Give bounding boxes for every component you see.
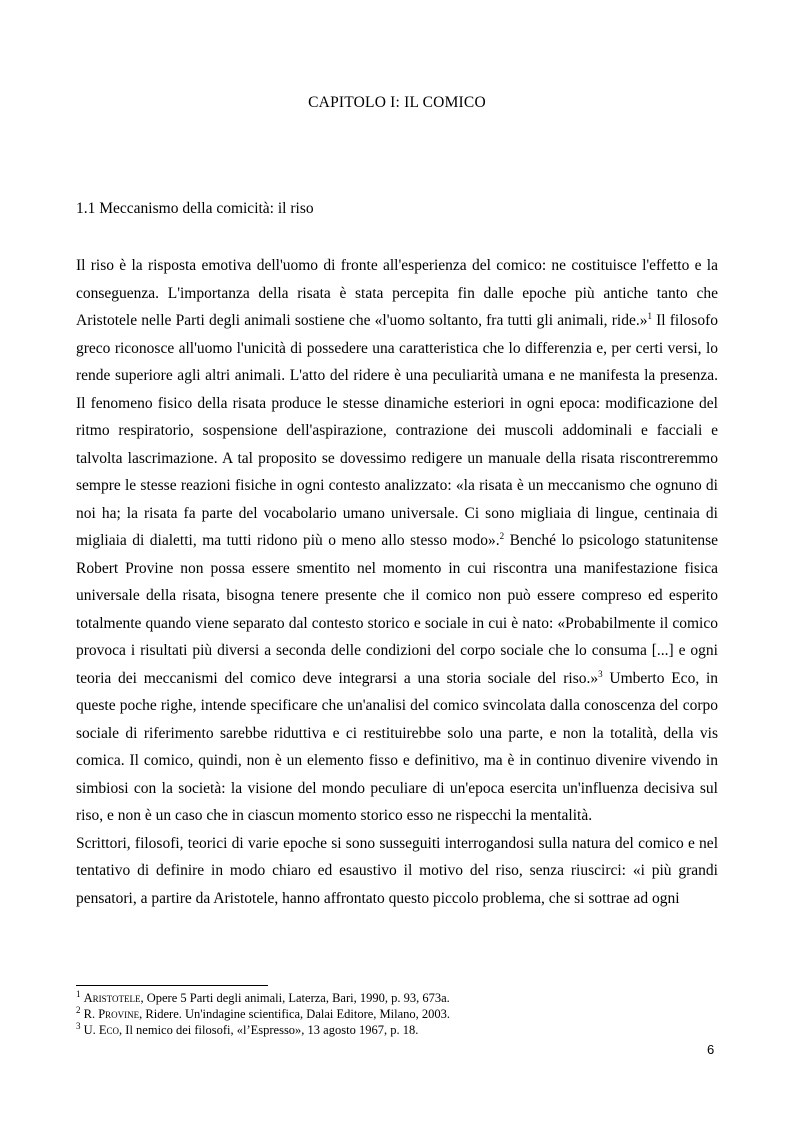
footnote-text: , Ridere. Un'indagine scientifica, Dalai Editore, Milano, 2003. (139, 1007, 451, 1021)
chapter-title: CAPITOLO I: IL COMICO (308, 94, 486, 111)
page-number: 6 (707, 1042, 715, 1057)
footnote-author: Provine (98, 1007, 140, 1021)
paragraph (76, 252, 718, 830)
footnote-number: 2 (76, 1004, 81, 1015)
body-text (76, 252, 718, 912)
footnote-separator (76, 985, 268, 986)
footnote-number: 1 (76, 988, 81, 999)
paragraph-text: Scrittori, filosofi, teorici di varie epoche si sono susseguiti interrogandosi sulla natura del comico e nel tentativo di definire in modo chiaro ed esaustivo il motivo del riso, senza riuscirci: «i più grandi pensatori, a partire da Aristotele, hanno affrontato questo piccolo problema, che si sottrae ad ogni (76, 834, 718, 907)
footnote-ref: 1 (647, 310, 652, 321)
paragraph-text: Il filosofo greco riconosce all'uomo l'unicità di possedere una caratteristica che lo differenzia e, per certi versi, lo rende superiore agli altri animali. L'atto del ridere è una peculiarità umana e ne manifesta la presenza. Il fenomeno fisico della risata produce le stesse dinamiche esteriori in ogni epoca: modificazione del ritmo respiratorio, sospensione dell'aspirazione, contrazione dei muscoli addominali e facciali e talvolta lascrimazione. A tal proposito se dovessimo redigere un manuale della risata riscontreremmo sempre le stesse reazioni fisiche in ogni contesto analizzato: «la risata è un meccanismo che ognuno di noi ha; la risata fa parte del vocabolario umano universale. Ci sono migliaia di lingue, centinaia di migliaia di dialetti, ma tutti ridono più o meno allo stesso modo». (76, 312, 718, 549)
footnote-ref: 2 (499, 530, 505, 541)
paragraph-text: Benché lo psicologo statunitense Robert Provine non possa essere smentito nel momento in cui riscontra una manifestazione fisica universale della risata, bisogna tenere presente che il comico non può essere compreso ed esperito totalmente quando viene separato dal contesto storico e sociale in cui è nato: «Probabilmente il comico provoca i risultati più diversi a seconda delle condizioni del corpo sociale che lo consuma [...] e ogni teoria dei meccanismi del comico deve integrarsi a una storia sociale del riso.» (76, 532, 718, 687)
footnote (76, 990, 716, 1006)
footnote (76, 1022, 716, 1038)
footnote-author-prefix: R. (83, 1007, 99, 1021)
paragraph (76, 830, 718, 913)
section-heading: 1.1 Meccanismo della comicità: il riso (76, 200, 314, 217)
footnote (76, 1006, 716, 1022)
footnotes (76, 990, 716, 1038)
footnote-ref: 3 (598, 668, 603, 679)
paragraph-text: Umberto Eco, in queste poche righe, intende specificare che un'analisi del comico svincolata dalla conoscenza del corpo sociale di riferimento sarebbe riduttiva e ci restituirebbe solo una parte, e non la totalità, della vis comica. Il comico, quindi, non è un elemento fisso e definitivo, ma è in continuo divenire vivendo in simbiosi con la società: la visione del mondo peculiare di un'epoca esercita un'influenza decisiva sul riso, e non è un caso che in ciascun momento storico esso ne rispecchi la mentalità. (76, 669, 718, 824)
footnote-author: Aristotele (83, 991, 141, 1005)
paragraph-text: Il riso è la risposta emotiva dell'uomo di fronte all'esperienza del comico: ne costituisce l'effetto e la conseguenza. L'importanza della risata è stata percepita fin dalle epoche più antiche tanto che Aristotele nelle Parti degli animali sostiene che «l'uomo soltanto, fra tutti gli animali, ride.» (76, 257, 718, 329)
footnote-text: , Il nemico dei filosofi, «l’Espresso», 13 agosto 1967, p. 18. (119, 1023, 419, 1037)
footnote-text: , Opere 5 Parti degli animali, Laterza, Bari, 1990, p. 93, 673a. (140, 991, 450, 1005)
footnote-author: Eco (98, 1023, 120, 1037)
footnote-number: 3 (76, 1020, 81, 1031)
footnote-author-prefix: U. (83, 1023, 99, 1037)
